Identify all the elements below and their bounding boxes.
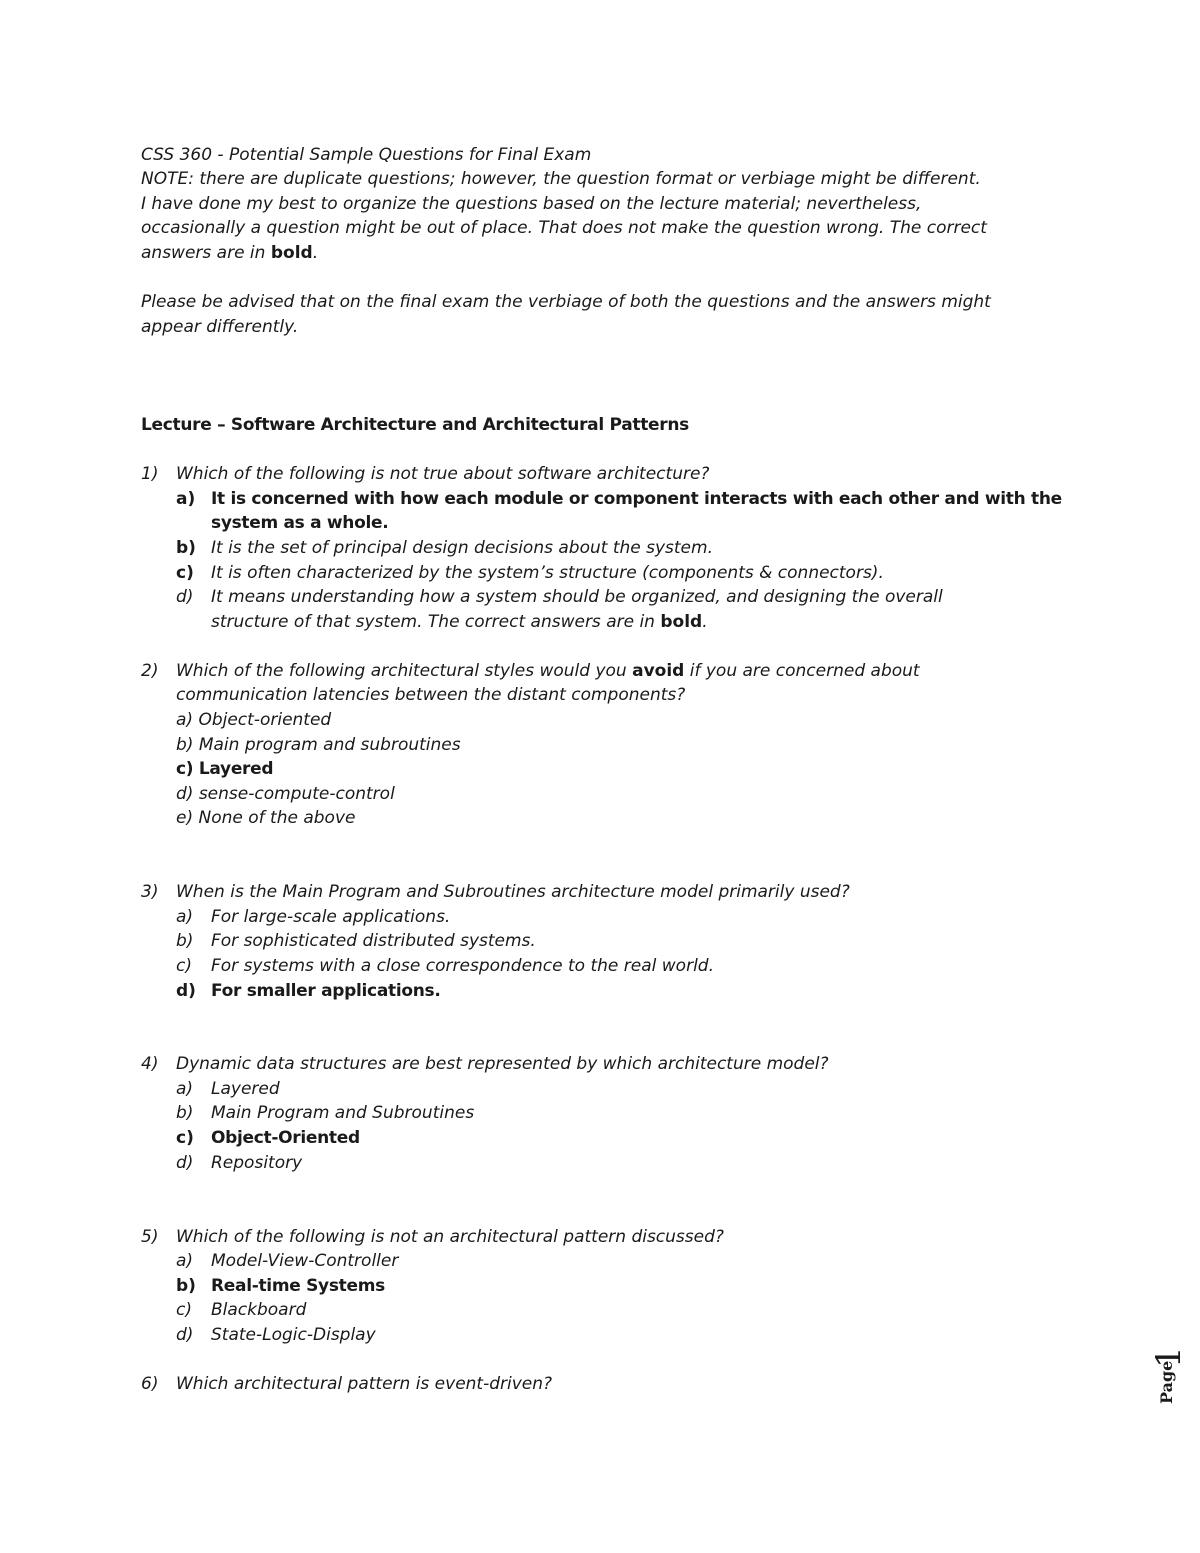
question-number: 2) (141, 661, 159, 681)
option-label: d) (176, 1153, 194, 1173)
question-text: Which of the following is not true about software architecture? (176, 464, 710, 484)
option-text: Layered (211, 1079, 280, 1099)
bold-word: avoid (632, 661, 685, 681)
option-label: c) (176, 1128, 194, 1148)
option-label: b) (176, 538, 196, 558)
question-text-part: Which of the following architectural styles would you (176, 661, 633, 681)
question-text: Which architectural pattern is event-driven? (176, 1374, 553, 1394)
option-text: For sophisticated distributed systems. (211, 931, 536, 951)
option-label: d) (176, 587, 194, 607)
question-number: 4) (141, 1054, 159, 1074)
note-line (141, 242, 318, 264)
option-text: e) None of the above (176, 808, 356, 828)
question-number: 6) (141, 1374, 159, 1394)
option-label: b) (176, 931, 194, 951)
option-text: a) Object-oriented (176, 710, 332, 730)
option-correct: Real-time Systems (211, 1276, 385, 1296)
document-title: CSS 360 - Potential Sample Questions for Final Exam (141, 145, 592, 165)
option-text-part: structure of that system. The correct answers are in (211, 612, 661, 632)
note-line: occasionally a question might be out of place. That does not make the question wrong. The correct (141, 218, 987, 238)
option-label: b) (176, 1276, 196, 1296)
option-label: b) (176, 1103, 194, 1123)
question-text-part: if you are concerned about (684, 661, 920, 681)
note-text: . (312, 243, 319, 263)
note-line: I have done my best to organize the questions based on the lecture material; nevertheless, (141, 194, 922, 214)
option-text: Repository (211, 1153, 303, 1173)
bold-word: bold (660, 612, 703, 632)
question-text: Dynamic data structures are best represented by which architecture model? (176, 1054, 829, 1074)
option-text: For large-scale applications. (211, 907, 451, 927)
question-number: 5) (141, 1227, 159, 1247)
question-text (176, 660, 920, 682)
option-text: d) sense-compute-control (176, 784, 395, 804)
option-label: c) (176, 956, 192, 976)
option-label: d) (176, 1325, 194, 1345)
page-number: 1 (1149, 1346, 1189, 1368)
option-label: d) (176, 981, 196, 1001)
option-text-part: . (702, 612, 708, 632)
option-label: a) (176, 907, 194, 927)
note-line: NOTE: there are duplicate questions; however, the question format or verbiage might be different. (141, 169, 981, 189)
note-text: answers are in (141, 243, 271, 263)
question-text: communication latencies between the distant components? (176, 685, 686, 705)
option-text: Model-View-Controller (211, 1251, 399, 1271)
question-text: Which of the following is not an architectural pattern discussed? (176, 1227, 724, 1247)
option-label: c) (176, 1300, 192, 1320)
option-text: b) Main program and subroutines (176, 735, 461, 755)
page-label: Page (1157, 1360, 1176, 1404)
advice-line: appear differently. (141, 317, 299, 337)
option-text: It means understanding how a system should be organized, and designing the overall (211, 587, 943, 607)
option-text: Blackboard (211, 1300, 307, 1320)
option-correct: For smaller applications. (211, 981, 441, 1001)
option-correct: Object-Oriented (211, 1128, 360, 1148)
question-number: 3) (141, 882, 159, 902)
option-text (211, 611, 708, 633)
option-text: It is often characterized by the system’s structure (components & connectors). (211, 563, 884, 583)
option-correct: c) Layered (176, 759, 274, 779)
option-label: a) (176, 1251, 194, 1271)
question-number: 1) (141, 464, 159, 484)
bold-word: bold (270, 243, 313, 263)
advice-line: Please be advised that on the final exam the verbiage of both the questions and the answers might (141, 292, 991, 312)
option-text: State-Logic-Display (211, 1325, 376, 1345)
option-correct: system as a whole. (211, 513, 389, 533)
option-text: It is the set of principal design decisions about the system. (211, 538, 713, 558)
page-number-marker (1145, 1340, 1195, 1410)
question-text: When is the Main Program and Subroutines architecture model primarily used? (176, 882, 850, 902)
option-label: a) (176, 489, 196, 509)
option-correct: It is concerned with how each module or component interacts with each other and with the (211, 489, 1062, 509)
option-text: For systems with a close correspondence to the real world. (211, 956, 714, 976)
section-heading: Lecture – Software Architecture and Architectural Patterns (141, 415, 689, 435)
option-label: c) (176, 563, 194, 583)
option-text: Main Program and Subroutines (211, 1103, 475, 1123)
option-label: a) (176, 1079, 194, 1099)
